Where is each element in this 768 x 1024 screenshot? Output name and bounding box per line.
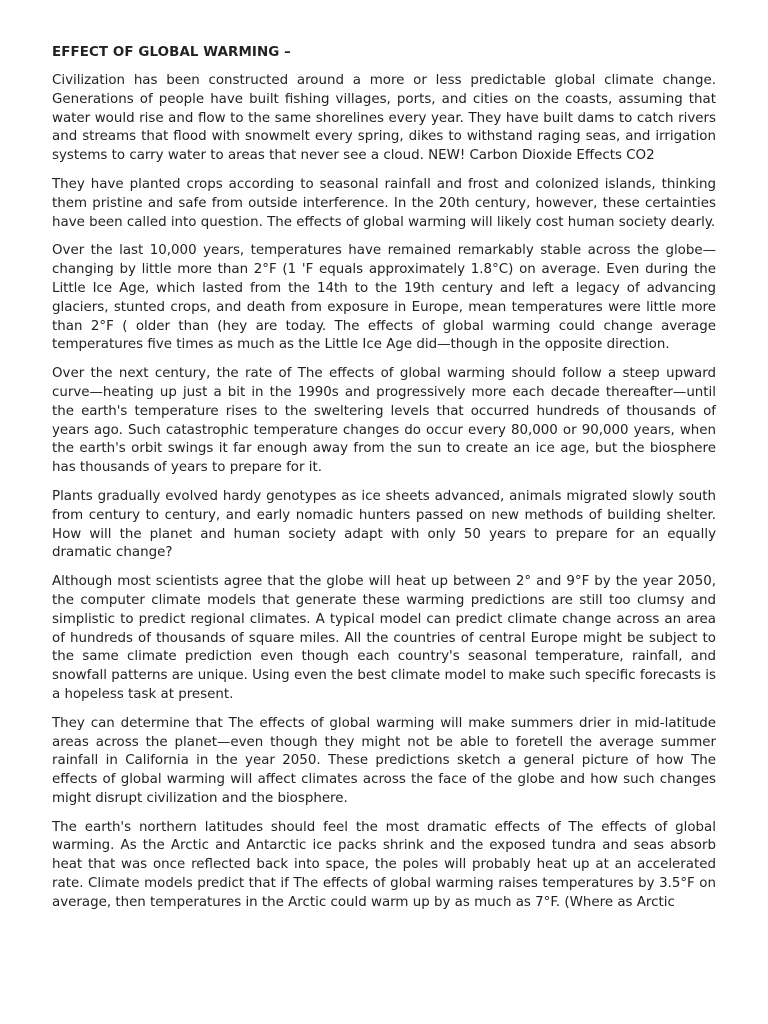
document-title: EFFECT OF GLOBAL WARMING – [52,45,291,60]
paragraph-4: Over the next century, the rate of The effects of global warming should follow a steep upward curve—heating up just a bit in the 1990s and progressively more each decade thereafter—until the earth's temperature rises to the sweltering levels that occurred hundreds of thousands of years ago. Such catastrophic temperature changes do occur every 80,000 or 90,000 years, when the earth's orbit swings it far enough away from the sun to create an ice age, but the biosphere has thousands of years to prepare for it. [52,366,716,476]
paragraph-6: Although most scientists agree that the globe will heat up between 2° and 9°F by the year 2050, the computer climate models that generate these warming predictions are still too clumsy and simplistic to predict regional climates. A typical model can predict climate change across an area of hundreds of thousands of square miles. All the countries of central Europe might be subject to the same climate prediction even though each country's seasonal temperature, rainfall, and snowfall patterns are unique. Using even the best climate model to make such specific forecasts is a hopeless task at present. [52,574,716,702]
paragraph-1: Civilization has been constructed around a more or less predictable global climate change. Generations of people have built fishing villages, ports, and cities on the coasts, assuming that water would rise and flow to the same shorelines every year. They have built dams to catch rivers and streams that flood with snowmelt every spring, dikes to withstand raging seas, and irrigation systems to carry water to areas that never see a cloud. NEW! Carbon Dioxide Effects CO2 [52,73,716,164]
paragraph-8: The earth's northern latitudes should feel the most dramatic effects of The effects of global warming. As the Arctic and Antarctic ice packs shrink and the exposed tundra and seas absorb heat that was once reflected back into space, the poles will probably heat up at an accelerated rate. Climate models predict that if The effects of global warming raises temperatures by 3.5°F on average, then temperatures in the Arctic could warm up by as much as 7°F. (Where as Arctic [52,819,716,910]
paragraph-5: Plants gradually evolved hardy genotypes as ice sheets advanced, animals migrated slowly south from century to century, and early nomadic hunters passed on new methods of building shelter. How will the planet and human society adapt with only 50 years to prepare for an equally dramatic change? [52,488,716,561]
paragraph-7: They can determine that The effects of global warming will make summers drier in mid-latitude areas across the planet—even though they might not be able to foretell the average summer rainfall in California in the year 2050. These predictions sketch a general picture of how The effects of global warming will affect climates across the face of the globe and how such changes might disrupt civilization and the biosphere. [52,715,716,806]
paragraph-3: Over the last 10,000 years, temperatures have remained remarkably stable across the globe—changing by little more than 2°F (1 'F equals approximately 1.8°C) on average. Even during the Little Ice Age, which lasted from the 14th to the 19th century and left a legacy of advancing glaciers, stunted crops, and death from exposure in Europe, mean temperatures were little more than 2°F ( older than (hey are today. The effects of global warming could change average temperatures five times as much as the Little Ice Age did—though in the opposite direction. [52,243,716,353]
paragraph-2: They have planted crops according to seasonal rainfall and frost and colonized islands, thinking them pristine and safe from outside interference. In the 20th century, however, these certainties have been called into question. The effects of global warming will likely cost human society dearly. [52,176,716,230]
